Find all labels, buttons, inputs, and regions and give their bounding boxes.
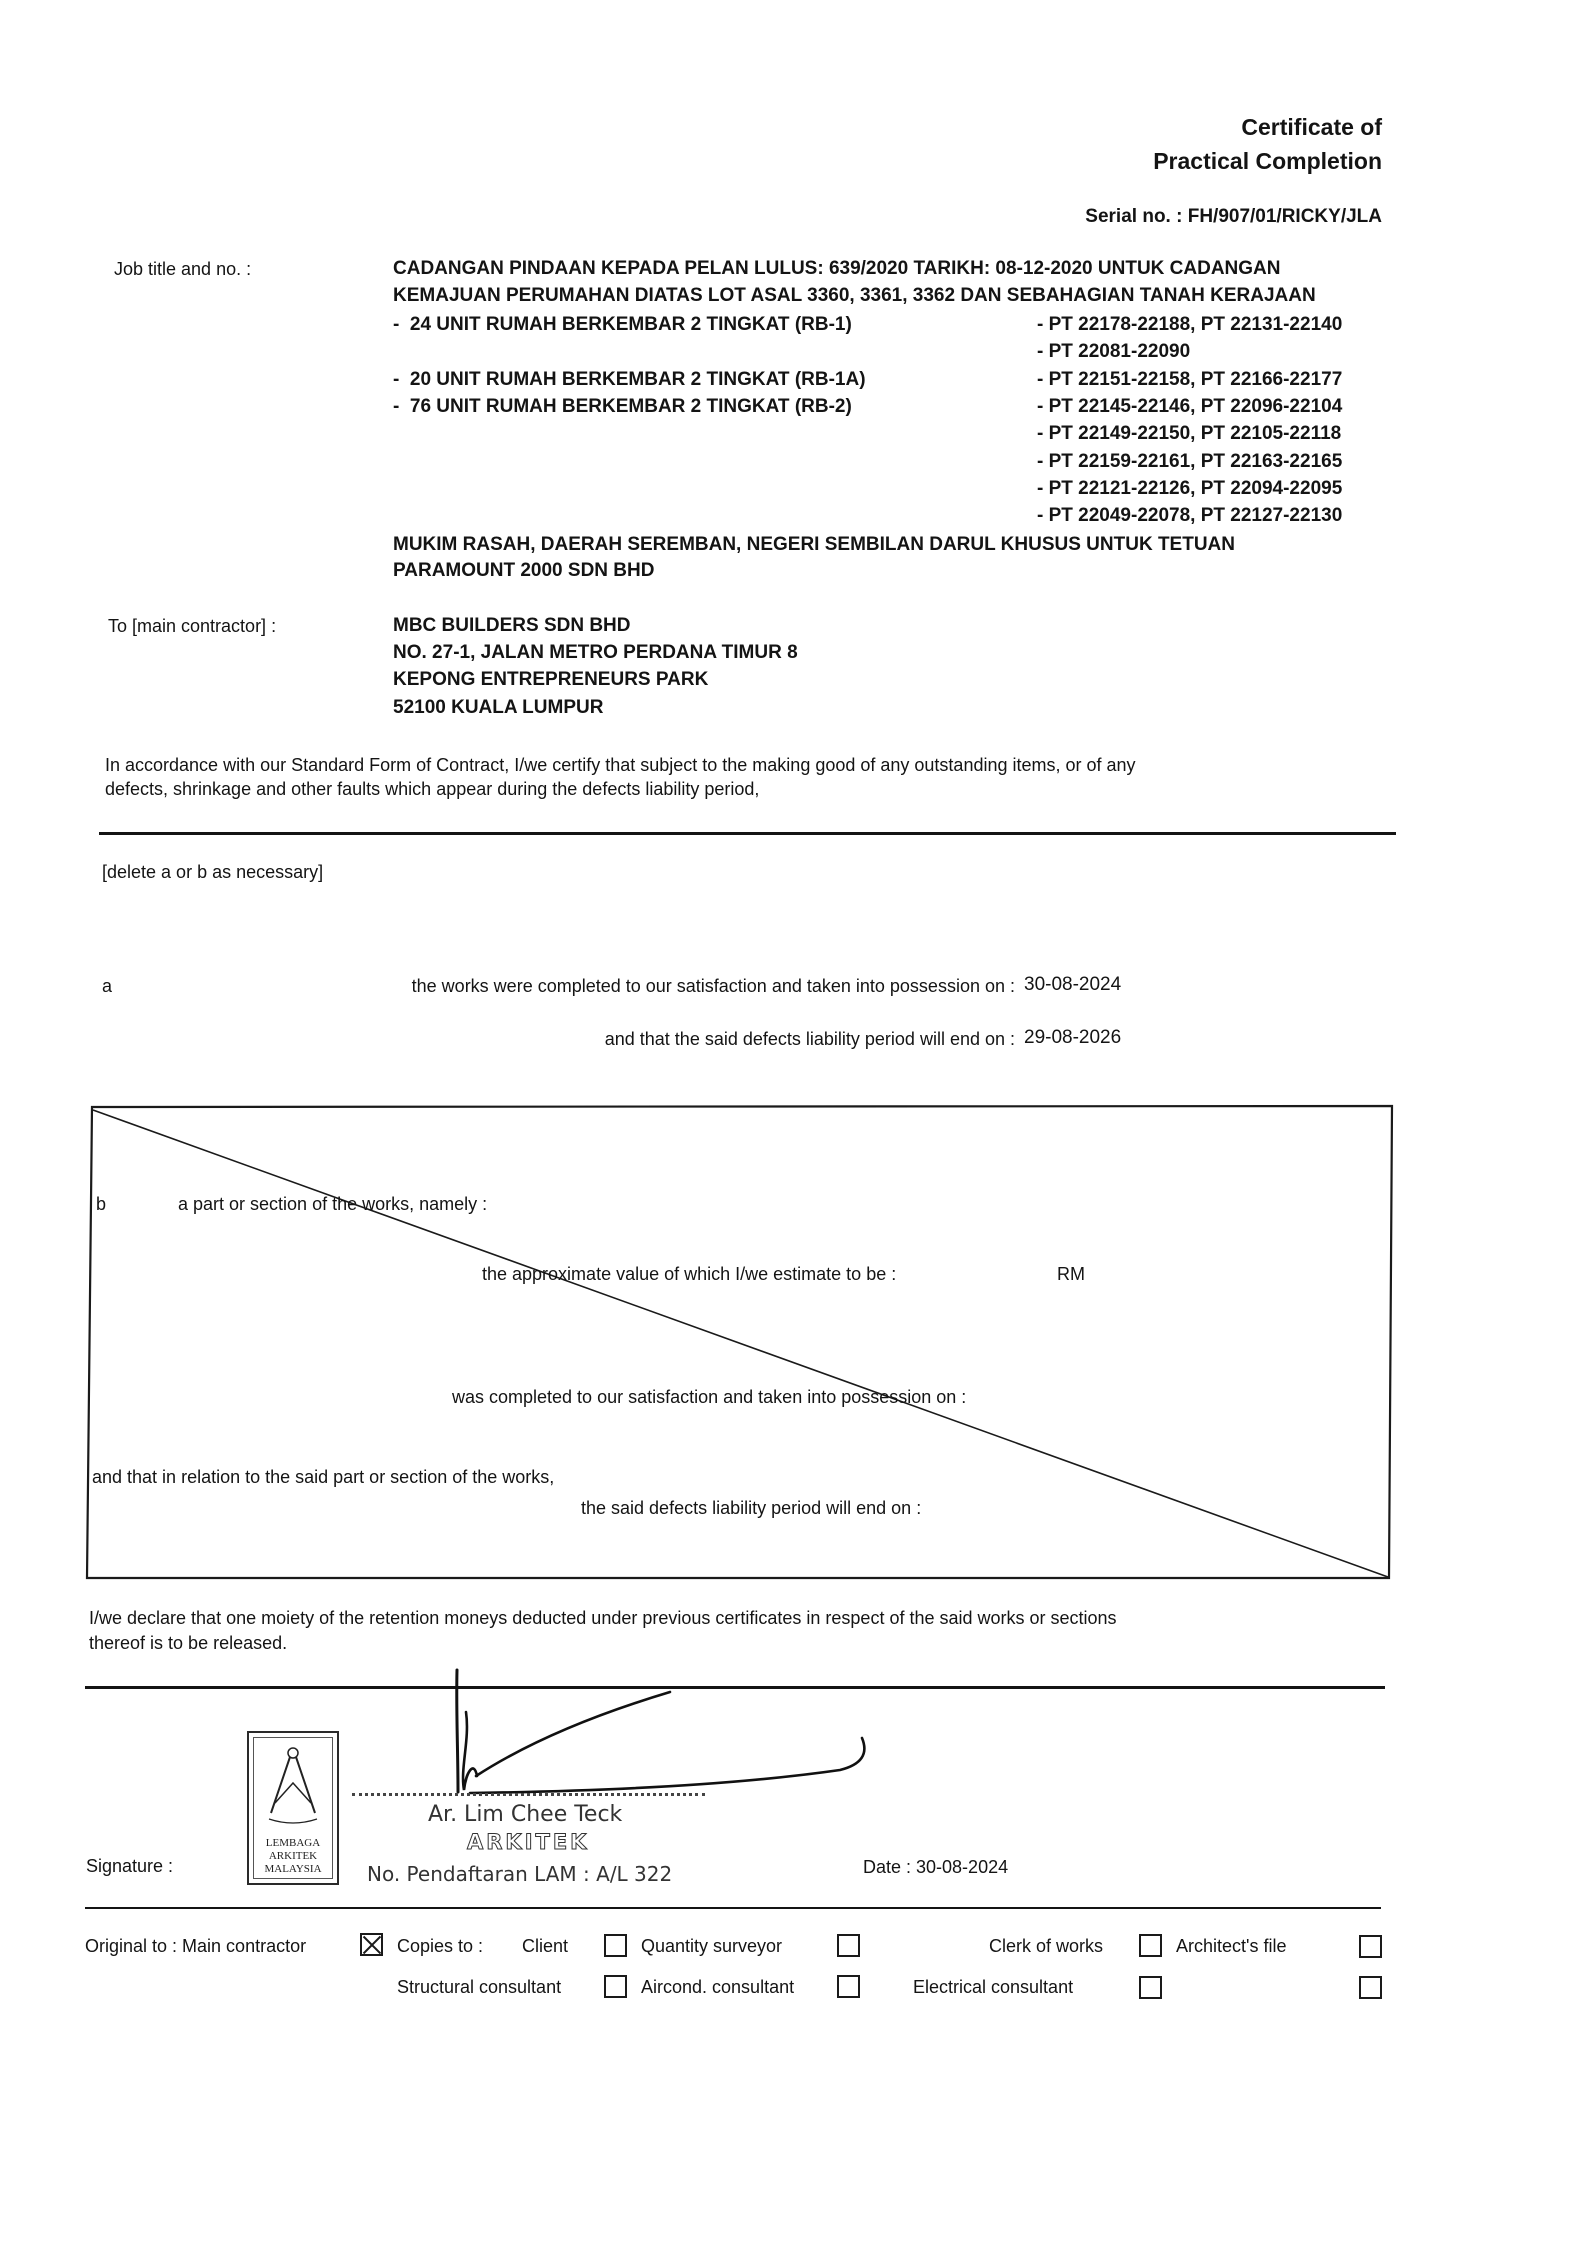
option-b-relation-label: and that in relation to the said part or section of the works, [92,1467,555,1487]
contractor-address-line: MBC BUILDERS SDN BHD [393,615,631,636]
contractor-address-line: NO. 27-1, JALAN METRO PERDANA TIMUR 8 [393,642,798,663]
serial-number: Serial no. : FH/907/01/RICKY/JLA [1085,206,1382,227]
original-to-label: Original to : Main contractor [85,1936,307,1956]
stamp-text-line1: LEMBAGA [265,1837,321,1849]
option-a-completed-date: 30-08-2024 [1024,974,1122,995]
certificate-title-line1: Certificate of [1241,114,1382,140]
declaration-line: I/we declare that one moiety of the retention moneys deducted under previous certificates in respect of the said works or sections [89,1608,1117,1628]
contractor-label: To [main contractor] : [108,616,277,636]
pt-lot-item: - PT 22081-22090 [1037,341,1191,362]
option-b-completed-label: was completed to our satisfaction and taken into possession on : [452,1387,967,1407]
job-unit-item: - 24 UNIT RUMAH BERKEMBAR 2 TINGKAT (RB-1) [393,314,852,335]
declaration-line: thereof is to be released. [89,1633,288,1653]
main-contractor-checkbox [360,1933,383,1956]
option-a-defects-date: 29-08-2026 [1024,1027,1122,1048]
pt-lot-item: - PT 22049-22078, PT 22127-22130 [1037,505,1343,526]
job-closing-line: MUKIM RASAH, DAERAH SEREMBAN, NEGERI SEMBILAN DARUL KHUSUS UNTUK TETUAN [393,534,1235,555]
recipient-label-quantity-surveyor: Quantity surveyor [641,1936,783,1956]
job-unit-item: - 20 UNIT RUMAH BERKEMBAR 2 TINGKAT (RB-1A) [393,369,866,390]
statement-line: In accordance with our Standard Form of Contract, I/we certify that subject to the making good of any outstanding items, or of any [105,755,1136,775]
pt-lot-item: - PT 22121-22126, PT 22094-22095 [1037,478,1343,499]
quantity-surveyor-checkbox [837,1934,860,1957]
option-b-currency: RM [1057,1264,1085,1284]
option-a-completed-label: the works were completed to our satisfaction and taken into possession on : [411,976,1015,996]
option-a-marker: a [102,976,113,996]
architect-registration: No. Pendaftaran LAM : A/L 322 [367,1862,673,1886]
pt-lot-item: - PT 22178-22188, PT 22131-22140 [1037,314,1343,335]
job-unit-item: - 76 UNIT RUMAH BERKEMBAR 2 TINGKAT (RB-2) [393,396,852,417]
recipient-label-clerk-of-works: Clerk of works [989,1936,1104,1956]
job-title-label: Job title and no. : [114,259,252,279]
aircond-consultant-checkbox [837,1975,860,1998]
stamp-text-line2: ARKITEK [268,1850,318,1862]
pt-lot-item: - PT 22159-22161, PT 22163-22165 [1037,451,1343,472]
signature-dotted-line [352,1793,705,1796]
recipient-label-electrical-consultant: Electrical consultant [913,1977,1074,1997]
lam-logo-icon [263,1743,323,1833]
copies-to-label: Copies to : [397,1936,484,1956]
contractor-address-line: KEPONG ENTREPRENEURS PARK [393,669,709,690]
delete-instruction: [delete a or b as necessary] [102,862,324,882]
stamp-text-line3: MALAYSIA [264,1863,322,1875]
pt-lot-item: - PT 22149-22150, PT 22105-22118 [1037,423,1342,444]
certificate-title-line2: Practical Completion [1153,148,1382,174]
option-b-part-label: a part or section of the works, namely : [178,1194,488,1214]
job-title-line: KEMAJUAN PERUMAHAN DIATAS LOT ASAL 3360, 3361, 3362 DAN SEBAHAGIAN TANAH KERAJAAN [393,285,1316,306]
job-closing-line: PARAMOUNT 2000 SDN BHD [393,560,655,581]
section-divider [99,832,1396,835]
client-checkbox [604,1934,627,1957]
clerk-of-works-checkbox [1139,1934,1162,1957]
signature-date: Date : 30-08-2024 [863,1857,1009,1877]
option-b-defects-label: the said defects liability period will end on : [581,1498,922,1518]
option-a-defects-label: and that the said defects liability period will end on : [604,1029,1015,1049]
architect-title: ARKITEK [467,1830,590,1854]
signature-label: Signature : [86,1856,174,1876]
option-b-marker: b [96,1194,107,1214]
option-b-value-label: the approximate value of which I/we estimate to be : [482,1264,897,1284]
pt-lot-item: - PT 22151-22158, PT 22166-22177 [1037,369,1343,390]
section-divider [85,1907,1381,1909]
recipient-label-aircond-consultant: Aircond. consultant [641,1977,795,1997]
unlabeled-checkbox [1359,1976,1382,1999]
architect-name: Ar. Lim Chee Teck [428,1802,623,1827]
pt-lot-item: - PT 22145-22146, PT 22096-22104 [1037,396,1343,417]
electrical-consultant-checkbox [1139,1976,1162,1999]
recipient-label-structural-consultant: Structural consultant [397,1977,562,1997]
architects-file-checkbox [1359,1935,1382,1958]
lam-logo-stamp [247,1731,339,1885]
job-title-line: CADANGAN PINDAAN KEPADA PELAN LULUS: 639/2020 TARIKH: 08-12-2020 UNTUK CADANGAN [393,258,1281,279]
recipient-label-client: Client [522,1936,569,1956]
contractor-address-line: 52100 KUALA LUMPUR [393,697,604,718]
structural-consultant-checkbox [604,1975,627,1998]
recipient-label-architects-file: Architect's file [1176,1936,1287,1956]
statement-line: defects, shrinkage and other faults which appear during the defects liability period, [105,779,760,799]
